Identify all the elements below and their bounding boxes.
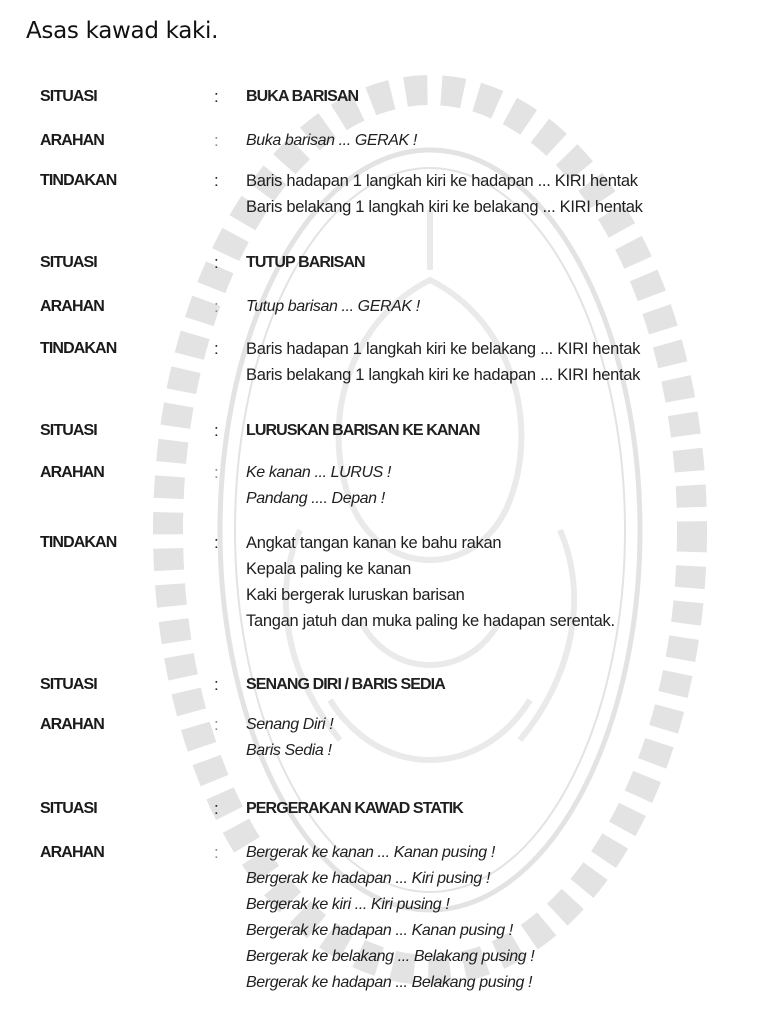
tindakan-line: Baris hadapan 1 langkah kiri ke belakang ... KIRI hentak [246, 340, 641, 358]
arahan-line: Tutup barisan ... GERAK ! [246, 298, 420, 315]
arahan-line: Bergerak ke hadapan ... Belakang pusing ! [246, 974, 533, 991]
row-label: SITUASI [40, 800, 97, 817]
arahan-line: Buka barisan ... GERAK ! [246, 132, 417, 149]
arahan-line: Pandang .... Depan ! [246, 490, 385, 507]
arahan-line: Ke kanan ... LURUS ! [246, 464, 391, 481]
row-label: ARAHAN [40, 298, 104, 315]
row-colon: : [214, 131, 219, 150]
row-content [246, 336, 640, 388]
tindakan-line: Baris belakang 1 langkah kiri ke hadapan ... KIRI hentak [246, 366, 641, 384]
tindakan-line: Angkat tangan kanan ke bahu rakan [246, 534, 502, 552]
row-content [246, 128, 417, 154]
row-label: ARAHAN [40, 716, 104, 733]
row-label: TINDAKAN [40, 534, 117, 551]
row-label: ARAHAN [40, 844, 104, 861]
row-label: TINDAKAN [40, 340, 117, 357]
row-label: ARAHAN [40, 464, 104, 481]
row-colon: : [214, 533, 219, 552]
row-colon: : [214, 339, 219, 358]
arahan-line: Bergerak ke kiri ... Kiri pusing ! [246, 896, 450, 913]
row-colon: : [214, 715, 219, 734]
row-content: TUTUP BARISAN [246, 254, 365, 271]
arahan-line: Bergerak ke hadapan ... Kanan pusing ! [246, 922, 513, 939]
row-colon: : [214, 87, 219, 106]
tindakan-line: Baris hadapan 1 langkah kiri ke hadapan ... KIRI hentak [246, 172, 638, 190]
row-label: SITUASI [40, 88, 97, 105]
row-content [246, 168, 643, 220]
row-content [246, 460, 391, 512]
tindakan-line: Kepala paling ke kanan [246, 560, 411, 578]
row-content [246, 294, 420, 320]
arahan-line: Bergerak ke hadapan ... Kiri pusing ! [246, 870, 491, 887]
row-colon: : [214, 297, 219, 316]
arahan-line: Senang Diri ! [246, 716, 334, 733]
arahan-line: Baris Sedia ! [246, 742, 332, 759]
row-content: SENANG DIRI / BARIS SEDIA [246, 676, 445, 693]
arahan-line: Bergerak ke belakang ... Belakang pusing ! [246, 948, 535, 965]
row-colon: : [214, 253, 219, 272]
row-content: PERGERAKAN KAWAD STATIK [246, 800, 463, 817]
row-content [246, 840, 534, 996]
row-content [246, 712, 333, 764]
row-colon: : [214, 843, 219, 862]
row-label: SITUASI [40, 676, 97, 693]
row-label: ARAHAN [40, 132, 104, 149]
row-colon: : [214, 463, 219, 482]
page-title: Asas kawad kaki. [26, 18, 219, 44]
row-label: TINDAKAN [40, 172, 117, 189]
row-content: BUKA BARISAN [246, 88, 359, 105]
tindakan-line: Tangan jatuh dan muka paling ke hadapan serentak. [246, 612, 615, 630]
tindakan-line: Baris belakang 1 langkah kiri ke belakang ... KIRI hentak [246, 198, 643, 216]
row-content [246, 530, 615, 634]
row-colon: : [214, 675, 219, 694]
row-colon: : [214, 421, 219, 440]
row-label: SITUASI [40, 254, 97, 271]
row-label: SITUASI [40, 422, 97, 439]
row-colon: : [214, 171, 219, 190]
arahan-line: Bergerak ke kanan ... Kanan pusing ! [246, 844, 495, 861]
tindakan-line: Kaki bergerak luruskan barisan [246, 586, 465, 604]
row-content: LURUSKAN BARISAN KE KANAN [246, 422, 480, 439]
row-colon: : [214, 799, 219, 818]
